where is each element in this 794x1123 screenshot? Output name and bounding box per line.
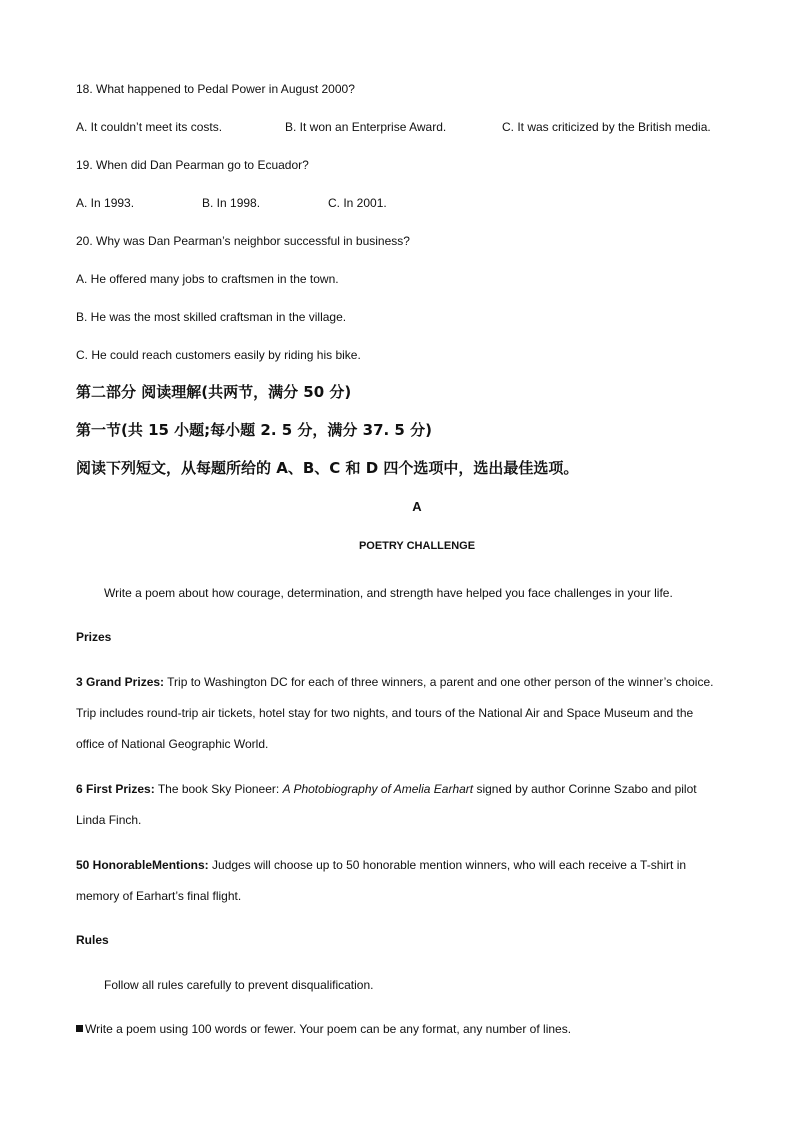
q19-option-b: B. In 1998. [202, 196, 261, 210]
q20-option-a: A. He offered many jobs to craftsmen in the town. [76, 272, 339, 286]
grand-prize-line-1 [76, 674, 713, 690]
grand-prize-line-3: office of National Geographic World. [76, 737, 269, 751]
rule-1 [76, 1021, 571, 1037]
rules-intro: Follow all rules carefully to prevent disqualification. [104, 978, 374, 992]
passage-letter: A [412, 499, 422, 514]
section-instruction: 阅读下列短文，从每题所给的 A、B、C 和 D 四个选项中，选出最佳选项。 [76, 459, 579, 477]
bullet-icon [76, 1025, 83, 1032]
book-title: A Photobiography of Amelia Earhart [282, 782, 474, 796]
prizes-heading: Prizes [76, 630, 112, 644]
honorable-mention-text: Judges will choose up to 50 honorable mention winners, who will each receive a T-shirt in [208, 858, 687, 872]
passage-intro: Write a poem about how courage, determination, and strength have helped you face challenges in your life. [104, 586, 673, 600]
question-19: 19. When did Dan Pearman go to Ecuador? [76, 158, 309, 172]
section-sub-heading: 第一节(共 15 小题;每小题 2. 5 分，满分 37. 5 分) [76, 421, 432, 439]
q19-option-a: A. In 1993. [76, 196, 135, 210]
question-20: 20. Why was Dan Pearman’s neighbor successful in business? [76, 234, 410, 248]
q19-option-c: C. In 2001. [328, 196, 387, 210]
honorable-mention-line-2: memory of Earhart’s final flight. [76, 889, 242, 903]
first-prize-line-1 [76, 781, 697, 797]
first-prize-text-2: signed by author Corinne Szabo and pilot [473, 782, 697, 796]
grand-prize-line-2: Trip includes round-trip air tickets, hotel stay for two nights, and tours of the National Air and Space Museum and the [76, 706, 694, 720]
grand-prize-label: 3 Grand Prizes: [76, 675, 165, 689]
question-18: 18. What happened to Pedal Power in August 2000? [76, 82, 355, 96]
honorable-mention-label: 50 HonorableMentions: [76, 858, 209, 872]
section-part-heading: 第二部分 阅读理解(共两节，满分 50 分) [76, 383, 352, 401]
passage-title: POETRY CHALLENGE [358, 540, 476, 552]
first-prize-label: 6 First Prizes: [76, 782, 155, 796]
honorable-mention-line-1 [76, 857, 686, 873]
q18-option-c: C. It was criticized by the British media. [502, 120, 711, 134]
first-prize-line-2: Linda Finch. [76, 813, 142, 827]
q20-option-c: C. He could reach customers easily by riding his bike. [76, 348, 361, 362]
first-prize-text: The book Sky Pioneer: [154, 782, 283, 796]
rules-heading: Rules [76, 933, 109, 947]
q20-option-b: B. He was the most skilled craftsman in the village. [76, 310, 347, 324]
rule-1-text: Write a poem using 100 words or fewer. Your poem can be any format, any number of lines. [85, 1022, 572, 1036]
q18-option-a: A. It couldn’t meet its costs. [76, 120, 223, 134]
grand-prize-text: Trip to Washington DC for each of three winners, a parent and one other person of the winner’s choice. [164, 675, 714, 689]
q18-option-b: B. It won an Enterprise Award. [285, 120, 447, 134]
